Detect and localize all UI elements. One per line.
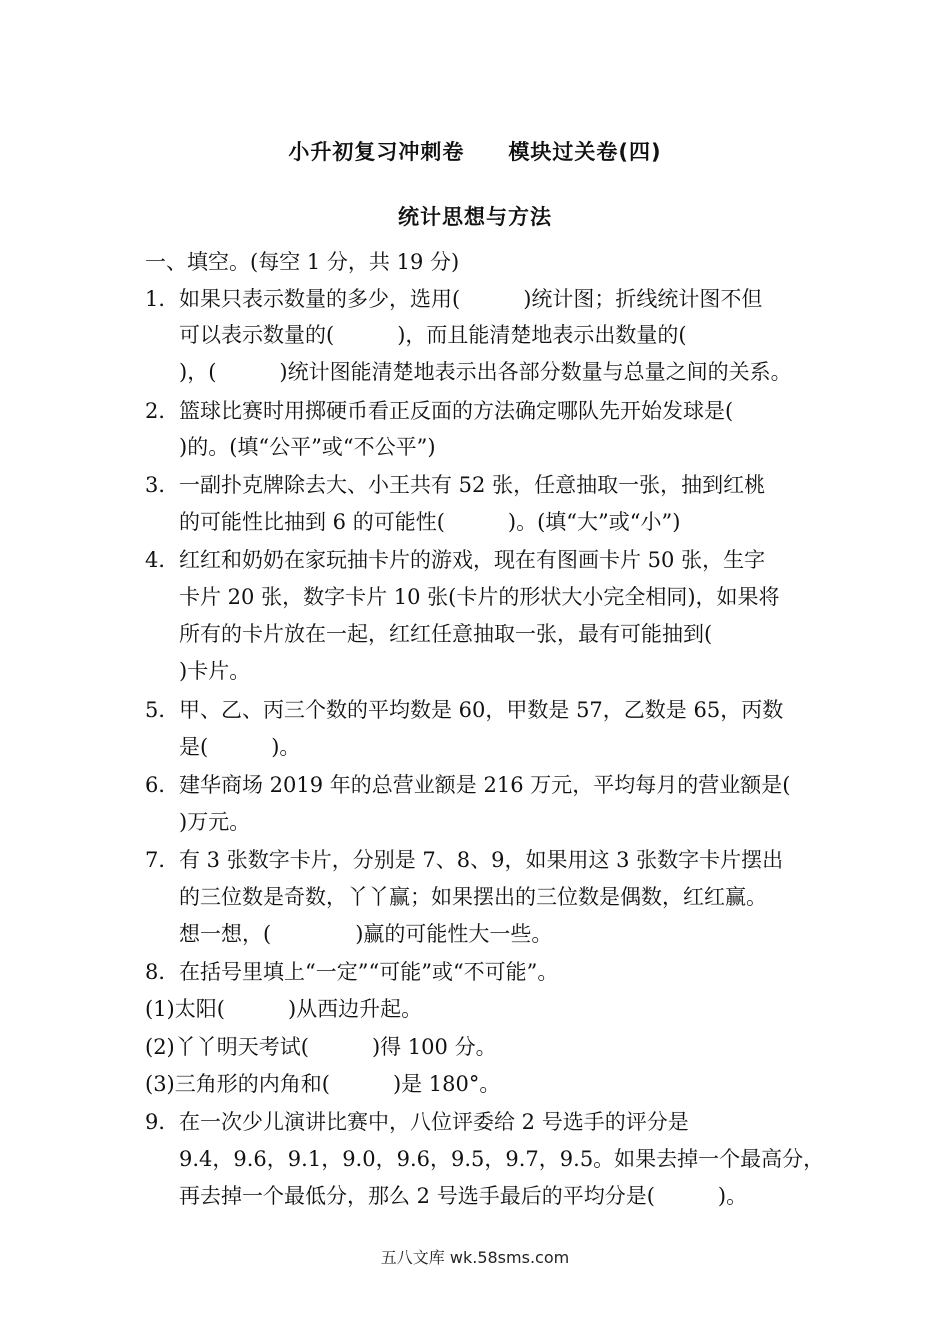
question-4-line-1 (145, 546, 765, 574)
page-subtitle: 统计思想与方法 (398, 205, 552, 229)
question-9-line-3: 再去掉一个最低分，那么 2 号选手最后的平均分是( )。 (179, 1184, 748, 1208)
question-8-line-1 (145, 958, 558, 986)
question-text: 在括号里填上“一定”“可能”或“不可能”。 (179, 960, 559, 984)
question-text: 有 3 张数字卡片，分别是 7、8、9，如果用这 3 张数字卡片摆出 (179, 848, 784, 872)
question-number: 8． (145, 960, 180, 984)
question-text: 建华商场 2019 年的总营业额是 216 万元，平均每月的营业额是( (179, 773, 791, 797)
question-1-line-1 (145, 285, 762, 313)
page-title: 小升初复习冲刺卷 模块过关卷(四) (288, 140, 662, 164)
question-number: 2． (145, 399, 180, 423)
question-7-line-3: 想一想，( )赢的可能性大一些。 (179, 922, 553, 946)
question-6-line-2: )万元。 (179, 810, 251, 834)
question-text: 在一次少儿演讲比赛中，八位评委给 2 号选手的评分是 (179, 1110, 689, 1134)
question-4-line-2: 卡片 20 张，数字卡片 10 张(卡片的形状大小完全相同)，如果将 (179, 585, 780, 609)
question-9-line-1 (145, 1108, 689, 1136)
question-5-line-1 (145, 696, 783, 724)
question-5-line-2: 是( )。 (179, 735, 301, 759)
question-4-line-4: )卡片。 (179, 659, 251, 683)
section-heading: 一、填空。(每空 1 分，共 19 分) (145, 250, 460, 274)
question-7-line-1 (145, 846, 783, 874)
question-text: 甲、乙、丙三个数的平均数是 60，甲数是 57，乙数是 65，丙数 (179, 698, 784, 722)
footer-watermark: 五八文库 wk.58sms.com (380, 1248, 570, 1267)
question-8-sub-3: (3)三角形的内角和( )是 180°。 (145, 1072, 501, 1096)
question-8-sub-2: (2)丫丫明天考试( )得 100 分。 (145, 1035, 497, 1059)
question-3-line-1 (145, 471, 765, 499)
question-number: 3． (145, 473, 180, 497)
question-9-line-2: 9.4，9.6，9.1，9.0，9.6，9.5，9.7，9.5。如果去掉一个最高分， (179, 1147, 825, 1171)
question-3-line-2: 的可能性比抽到 6 的可能性( )。(填“大”或“小”) (179, 510, 681, 534)
question-2-line-1 (145, 397, 733, 425)
question-text: 红红和奶奶在家玩抽卡片的游戏，现在有图画卡片 50 张，生字 (179, 548, 766, 572)
question-text: 如果只表示数量的多少，选用( )统计图；折线统计图不但 (179, 287, 763, 311)
question-number: 6． (145, 773, 180, 797)
question-number: 7． (145, 848, 180, 872)
question-number: 4． (145, 548, 180, 572)
question-text: 篮球比赛时用掷硬币看正反面的方法确定哪队先开始发球是( (179, 399, 734, 423)
question-number: 9． (145, 1110, 180, 1134)
question-2-line-2: )的。(填“公平”或“不公平”) (179, 435, 436, 459)
question-8-sub-1: (1)太阳( )从西边升起。 (145, 997, 423, 1021)
question-text: 一副扑克牌除去大、小王共有 52 张，任意抽取一张，抽到红桃 (179, 473, 766, 497)
question-1-line-2: 可以表示数量的( )，而且能清楚地表示出数量的( (179, 323, 687, 347)
question-number: 5． (145, 698, 180, 722)
question-7-line-2: 的三位数是奇数，丫丫赢；如果摆出的三位数是偶数，红红赢。 (179, 885, 767, 909)
question-6-line-1 (145, 771, 790, 799)
question-4-line-3: 所有的卡片放在一起，红红任意抽取一张，最有可能抽到( (179, 622, 713, 646)
question-number: 1． (145, 287, 180, 311)
question-1-line-3: )，( )统计图能清楚地表示出各部分数量与总量之间的关系。 (179, 360, 792, 384)
